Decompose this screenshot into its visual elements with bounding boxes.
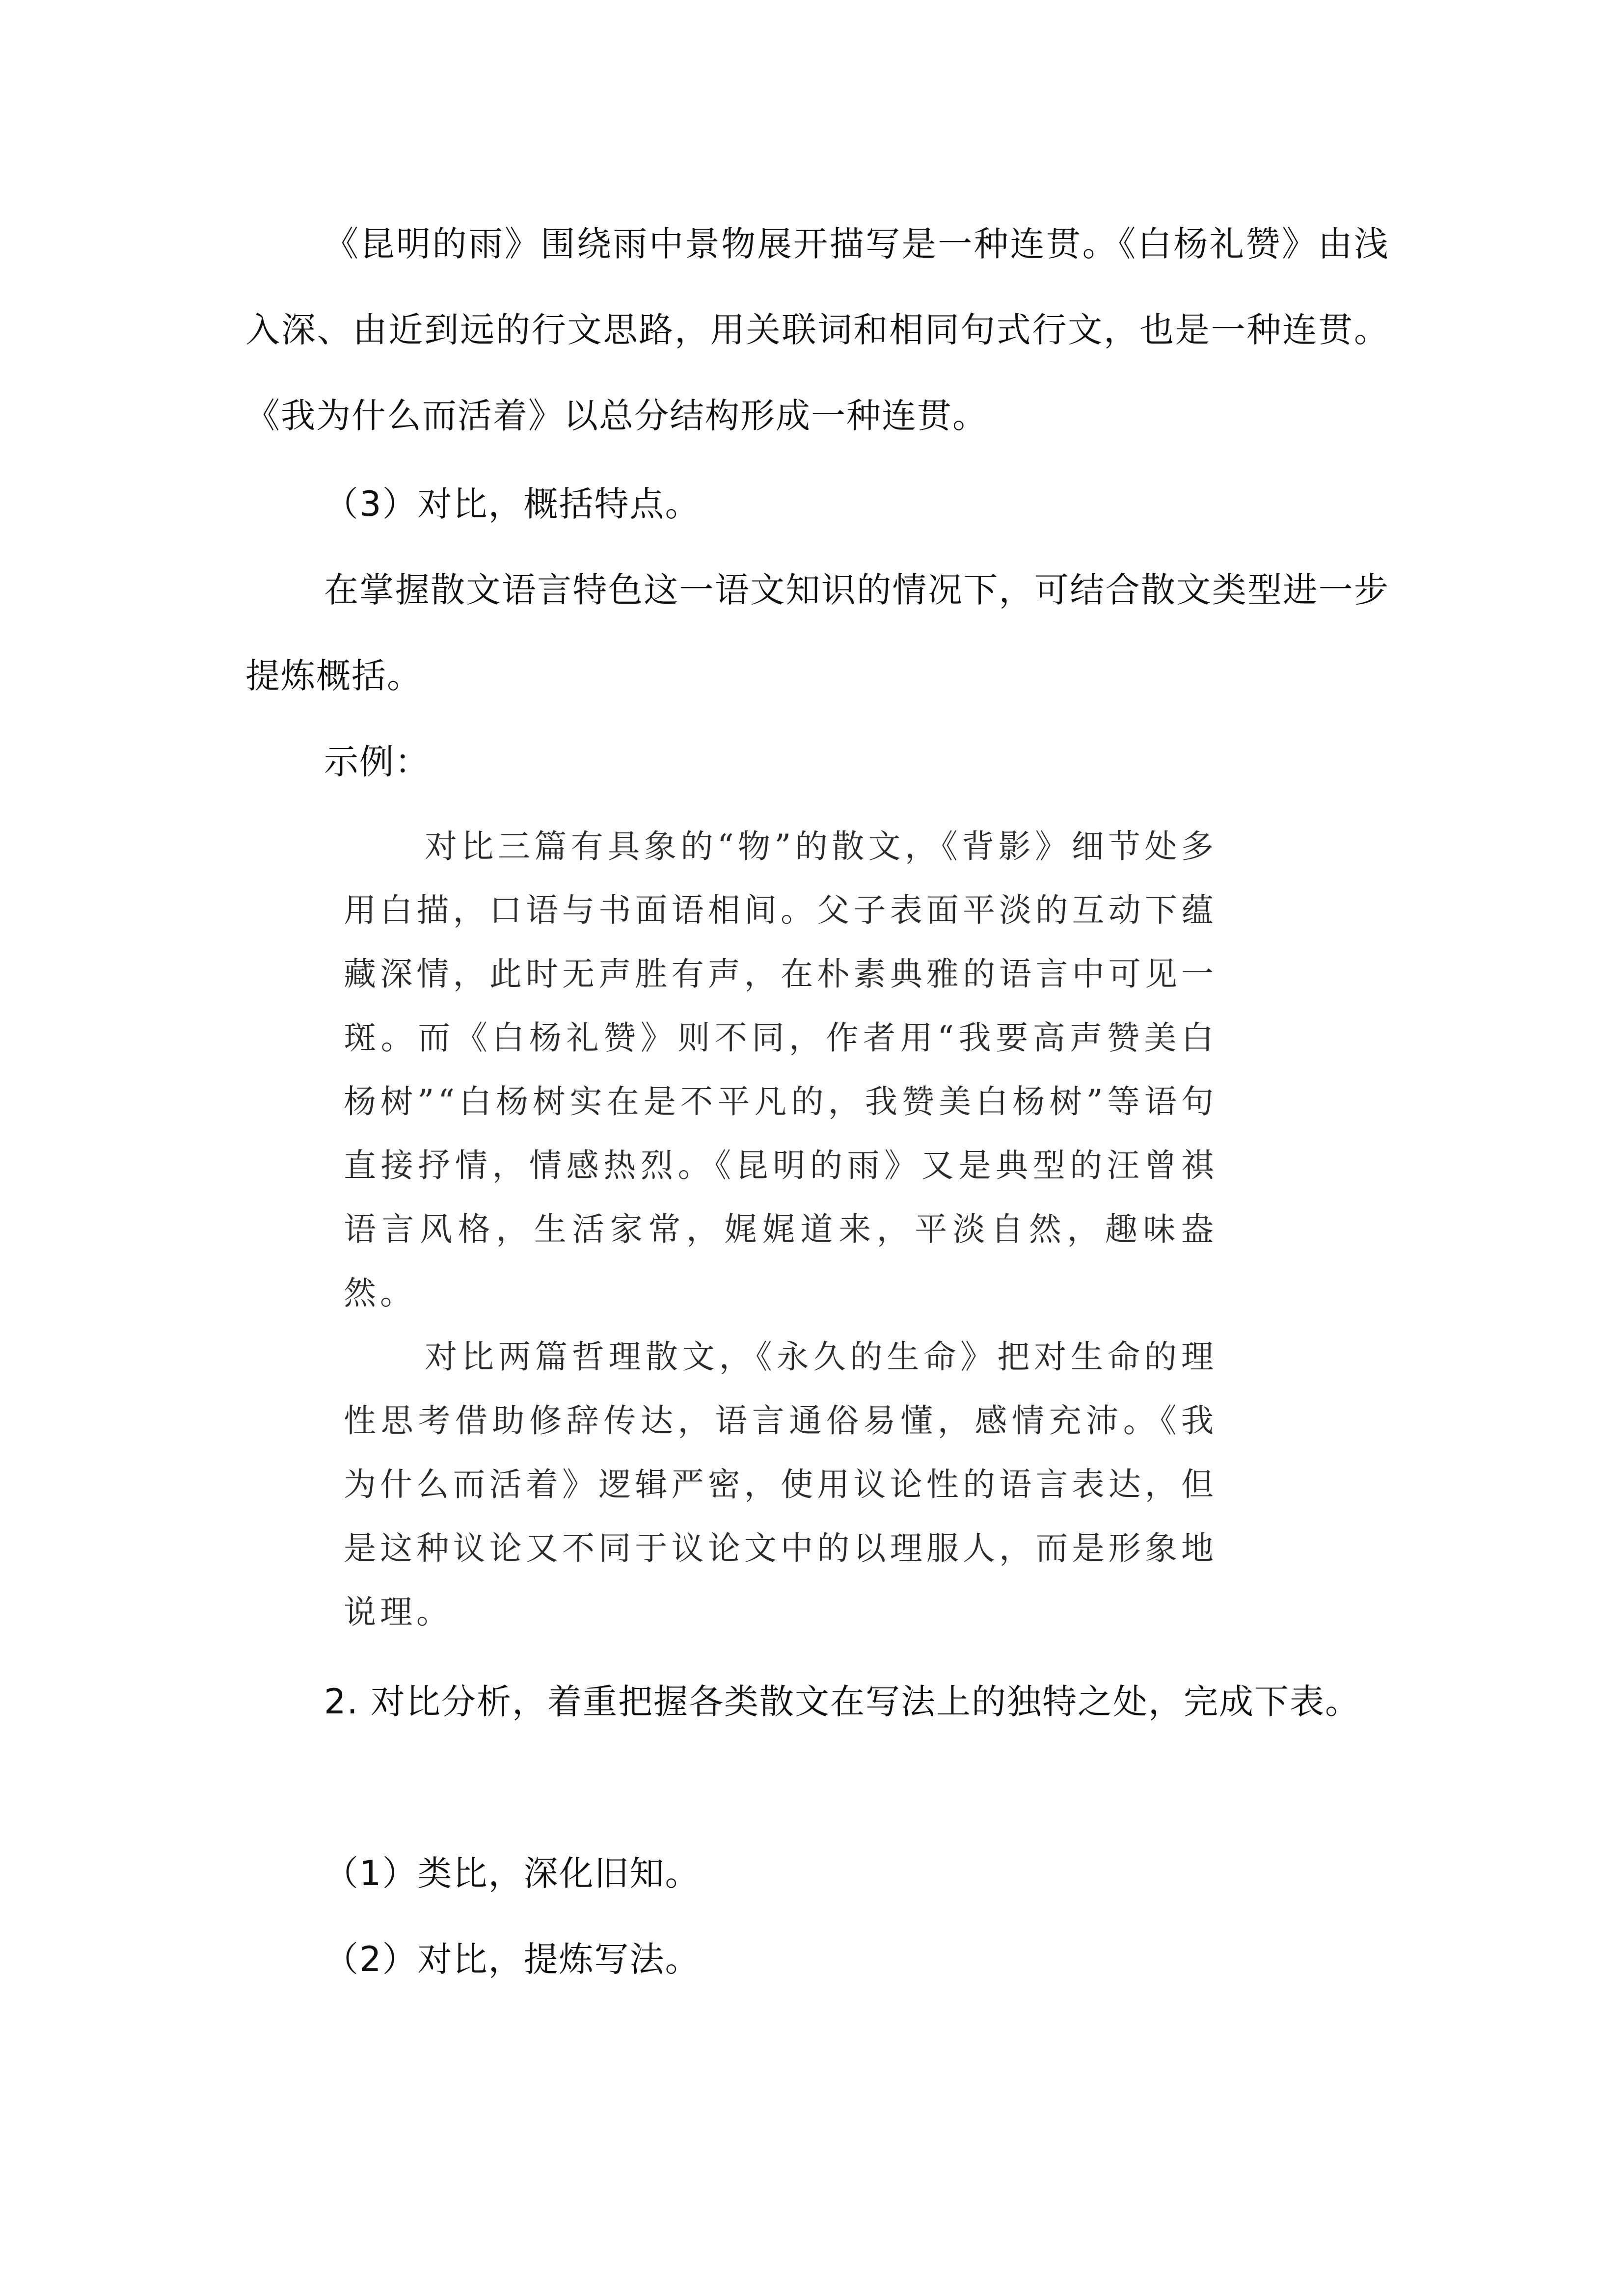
step-3-heading: （3）对比，概括特点。 [324, 484, 701, 524]
example-label: 示例： [324, 742, 430, 782]
example-paragraph-objects: 对比三篇有具象的“物”的散文，《背影》细节处多用白描，口语与书面语相间。父子表面平淡的互动下蕴藏深情，此时无声胜有声，在朴素典雅的语言中可见一斑。而《白杨礼赞》则不同，作者用“我要高声赞美白杨树”“白杨树实在是不平凡的，我赞美白杨树”等语句直接抒情，情感热烈。《昆明的雨》又是典型的汪曾祺语言风格，生活家常，娓娓道来，平淡自然，趣味盎然。 [344, 828, 1218, 1312]
example-quote-block [344, 815, 1218, 1644]
example-paragraph-philosophy: 对比两篇哲理散文，《永久的生命》把对生命的理性思考借助修辞传达，语言通俗易懂，感情充沛。《我为什么而活着》逻辑严密，使用议论性的语言表达，但是这种议论又不同于议论文中的以理服人，而是形象地说理。 [344, 1338, 1218, 1631]
step-3-body: 在掌握散文语言特色这一语文知识的情况下，可结合散文类型进一步提炼概括。 [245, 570, 1389, 696]
sub-item-2: （2）对比，提炼写法。 [324, 1939, 701, 1979]
item-2-heading: 2. 对比分析，着重把握各类散文在写法上的独特之处，完成下表。 [324, 1682, 1361, 1722]
sub-item-1: （1）类比，深化旧知。 [324, 1853, 701, 1894]
paragraph-coherence: 《昆明的雨》围绕雨中景物展开描写是一种连贯。《白杨礼赞》由浅入深、由近到远的行文思路，用关联词和相同句式行文，也是一种连贯。《我为什么而活着》以总分结构形成一种连贯。 [245, 224, 1389, 436]
